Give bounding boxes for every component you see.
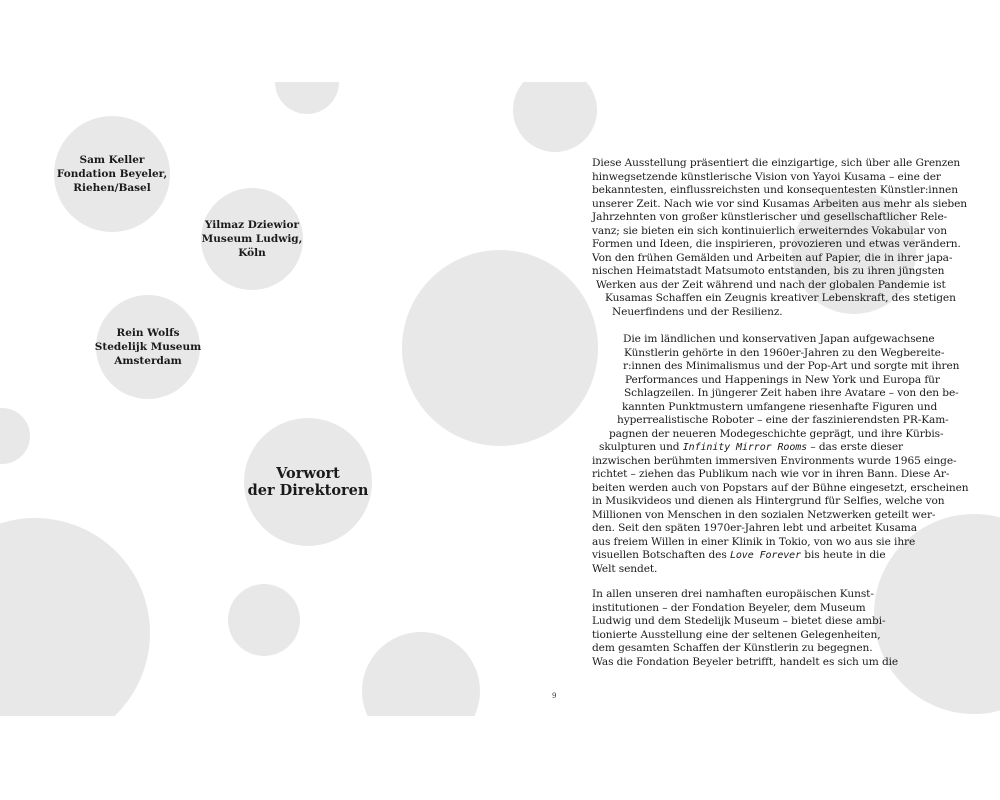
text-segment: visuellen Botschaften des [592,549,730,561]
text-line: bekanntesten, einflussreichsten und konsequentesten Künstler:innen [592,184,958,196]
author-rein-wolfs [96,295,200,399]
text-segment: skulpturen und [599,441,683,453]
author-yilmaz-dziewior [201,188,303,290]
author-institution: Fondation Beyeler, [56,168,168,180]
text-line: aus freiem Willen in einer Klinik in Tokio, von wo aus sie ihre [592,535,916,548]
text-line: Von den frühen Gemälden und Arbeiten auf Papier, die in ihrer japa- [592,251,953,264]
text-line: pagnen der neueren Modegeschichte geprägt, und ihre Kürbis- [609,427,944,440]
text-line: inzwischen berühmten immersiven Environments wurde 1965 einge- [592,454,957,467]
decorative-dot [0,408,30,464]
artwork-title: Infinity Mirror Rooms [682,442,808,453]
text-line: Performances und Happenings in New York und Europa für [625,373,940,386]
text-line: Künstlerin gehörte in den 1960er-Jahren zu den Wegbereite- [624,346,945,359]
text-line: vanz; sie bieten ein sich kontinuierlich erweiterndes Vokabular von [592,224,947,237]
text-line: Diese Ausstellung präsentiert die einzigartige, sich über alle Grenzen [592,157,961,169]
decorative-dot [513,82,597,152]
text-line: In allen unseren drei namhaften europäischen Kunst- [592,588,874,600]
text-line: Formen und Ideen, die inspirieren, provozieren und etwas verändern. [592,238,961,250]
author-name: Sam Keller [79,154,145,166]
text-line: richtet – ziehen das Publikum nach wie vor in ihren Bann. Diese Ar- [592,468,950,480]
decorative-dot [228,584,300,656]
text-line: Neuerfindens und der Resilienz. [612,305,783,318]
decorative-dot [275,82,339,114]
text-line: den. Seit den späten 1970er-Jahren lebt und arbeitet Kusama [592,522,917,534]
text-line: r:innen des Minimalismus und der Pop-Art und sorgte mit ihren [623,360,960,372]
text-line: Millionen von Menschen in den sozialen Netzwerken geteilt wer- [592,508,936,521]
text-line [592,549,969,563]
author-name: Yilmaz Dziewior [204,219,300,231]
text-line: kannten Punktmustern umfangene riesenhafte Figuren und [622,400,938,413]
text-line: Was die Fondation Beyeler betrifft, handelt es sich um die [592,655,899,668]
text-line: Jahrzehnten von großer künstlerischer und gesellschaftlicher Rele- [592,211,948,223]
text-line: hinwegsetzende künstlerische Vision von Yayoi Kusama – eine der [592,170,941,183]
text-line: Die im ländlichen und konservativen Japan aufgewachsene [623,333,935,345]
text-line: in Musikvideos und dienen als Hintergrund für Selfies, welche von [592,495,945,507]
text-line: beiten werden auch von Popstars auf der Bühne eingesetzt, erscheinen [592,481,969,494]
paragraph-1 [592,157,967,319]
section-heading [244,418,372,546]
author-place: Riehen/Basel [73,182,151,194]
text-line: Schlagzeilen. In jüngerer Zeit haben ihre Avatare – von den be- [624,387,959,399]
text-line: institutionen – der Fondation Beyeler, dem Museum [592,601,866,614]
text-line [592,441,969,455]
author-institution: Museum Ludwig, [201,233,303,245]
text-line: Welt sendet. [592,562,658,575]
text-segment: – das erste dieser [807,441,903,453]
text-line: dem gesamten Schaffen der Künstlerin zu begegnen. [592,642,873,654]
paragraph-2 [592,333,969,576]
decorative-dot [362,632,480,716]
heading-line-1: Vorwort [276,465,340,482]
text-line: unserer Zeit. Nach wie vor sind Kusamas Arbeiten aus mehr als sieben [592,197,967,210]
author-institution: Stedelijk Museum [94,341,202,353]
decorative-dot [0,518,150,716]
decorative-dot [402,250,598,446]
text-line: Werken aus der Zeit während und nach der globalen Pandemie ist [596,278,946,291]
paragraph-3 [592,588,898,669]
page-number: 9 [552,692,557,700]
author-name: Rein Wolfs [116,327,180,339]
heading-line-2: der Direktoren [247,482,369,499]
text-line: Kusamas Schaffen ein Zeugnis kreativer Lebenskraft, des stetigen [605,292,956,304]
text-line: tionierte Ausstellung eine der seltenen Gelegenheiten, [592,628,881,641]
text-line: Ludwig und dem Stedelijk Museum – bietet diese ambi- [592,615,886,627]
author-place: Amsterdam [114,355,182,367]
text-line: nischen Heimatstadt Matsumoto entstanden, bis zu ihren jüngsten [592,265,945,277]
text-segment: bis heute in die [801,549,886,561]
artwork-title: Love Forever [729,550,802,561]
author-place: Köln [238,247,266,259]
author-sam-keller [54,116,170,232]
text-line: hyperrealistische Roboter – eine der faszinierendsten PR-Kam- [617,414,949,426]
